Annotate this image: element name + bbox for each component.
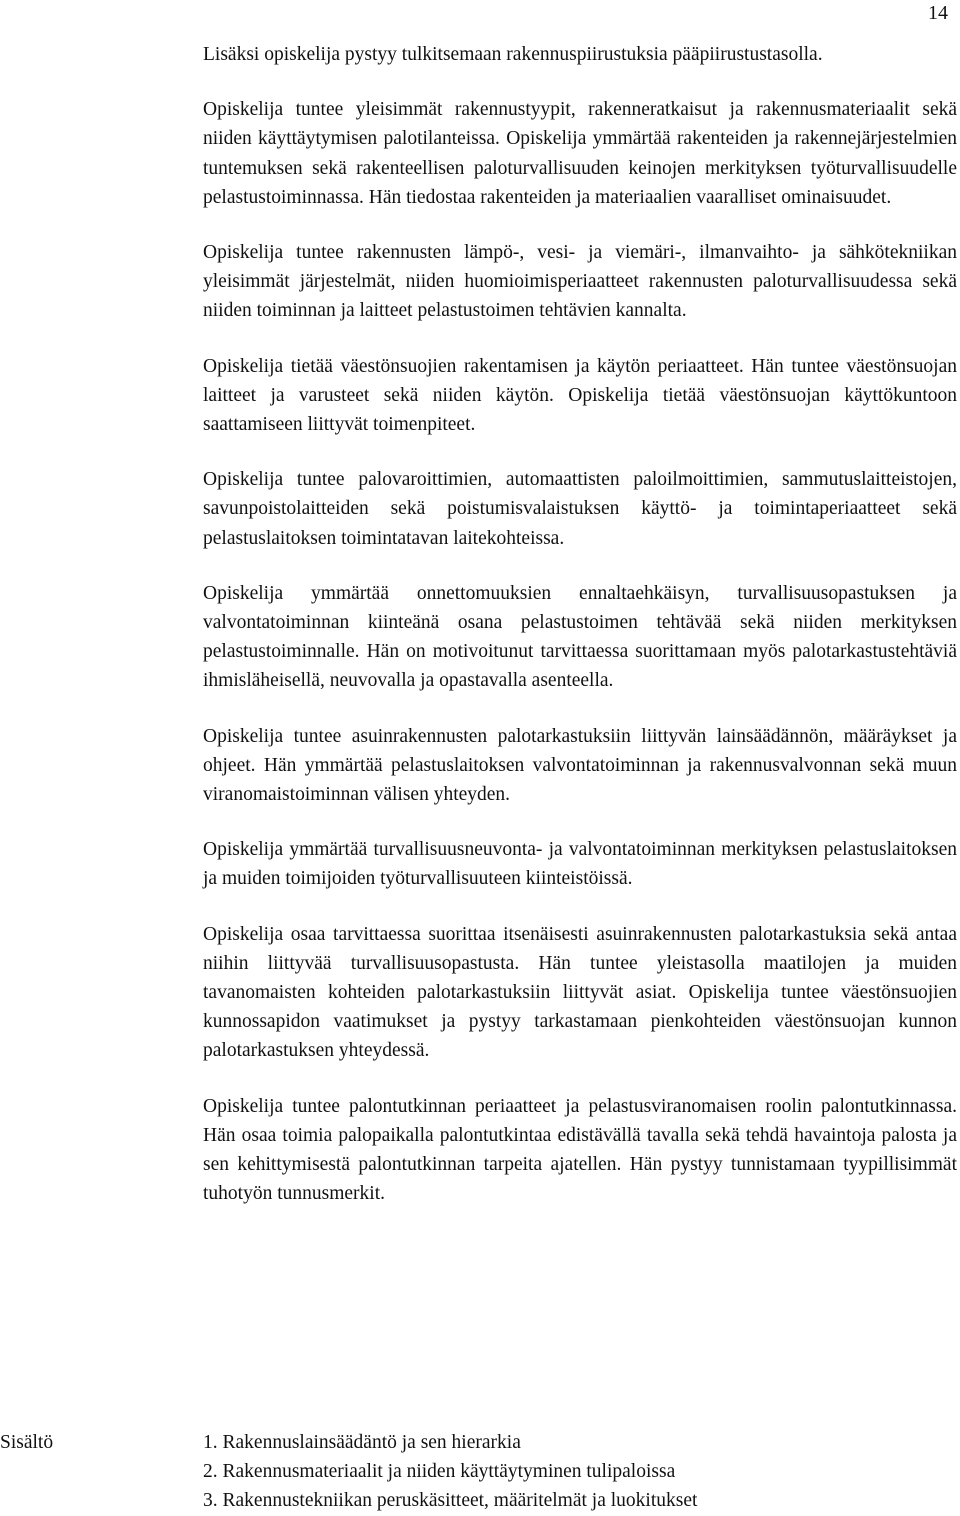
paragraph: Opiskelija tuntee yleisimmät rakennustyypit, rakenneratkaisut ja rakennusmateriaalit sekä niiden käyttäytymisen palotilanteissa. Opiskelija ymmärtää rakenteiden ja rakennejärjestelmien tuntemuksen sekä rakenteellisen paloturvallisuuden keinojen merkityksen työturvallisuudelle pelastustoiminnassa. Hän tiedostaa rakenteiden ja materiaalien vaaralliset ominaisuudet. <box>203 99 957 208</box>
paragraph: Opiskelija ymmärtää onnettomuuksien ennaltaehkäisyn, turvallisuusopastuksen ja valvontatoiminnan kiinteänä osana pelastustoimen tehtävää sekä niiden merkityksen pelastustoiminnalle. Hän on motivoitunut tarvittaessa suorittamaan myös palotarkastustehtäviä ihmisläheisellä, neuvovalla ja opastavalla asenteella. <box>203 582 957 692</box>
paragraph: Opiskelija tietää väestönsuojien rakentamisen ja käytön periaatteet. Hän tuntee väestönsuojan laitteet ja varusteet sekä niiden käytön. Opiskelija tietää väestönsuojan käyttökuntoon saattamiseen liittyvät toimenpiteet. <box>203 355 957 436</box>
contents-item: 3. Rakennustekniikan peruskäsitteet, määritelmät ja luokitukset <box>203 1490 698 1512</box>
paragraph: Opiskelija tuntee palovaroittimien, automaattisten paloilmoittimien, sammutuslaitteistojen, savunpoistolaitteiden sekä poistumisvalaistuksen käyttö- ja toimintaperiaatteet sekä pelastuslaitoksen toimintatavan laitekohteissa. <box>203 469 957 549</box>
paragraph: Opiskelija tuntee rakennusten lämpö-, vesi- ja viemäri-, ilmanvaihto- ja sähkötekniikan yleisimmät järjestelmät, niiden huomioimisperiaatteet rakennusten paloturvallisuudessa sekä niiden toiminnan ja laitteet pelastustoimen tehtävien kannalta. <box>203 242 957 322</box>
contents-label: Sisältö <box>0 1432 54 1453</box>
body-text <box>203 40 957 1235</box>
page-number: 14 <box>928 2 948 24</box>
paragraph: Lisäksi opiskelija pystyy tulkitsemaan rakennuspiirustuksia pääpiirustustasolla. <box>203 44 823 65</box>
paragraph: Opiskelija tuntee palontutkinnan periaatteet ja pelastusviranomaisen roolin palontutkinnassa. Hän osaa toimia palopaikalla palontutkintaa edistävällä tavalla sekä tehdä havaintoja palosta ja sen kehittymisestä palontutkinnan tarpeita ajatellen. Hän pystyy tunnistamaan tyypillisimmät tuhotyön tunnusmerkit. <box>203 1095 957 1205</box>
paragraph: Opiskelija osaa tarvittaessa suorittaa itsenäisesti asuinrakennusten palotarkastuksia sekä antaa niihin liittyvää turvallisuusopastusta. Hän tuntee yleistasolla maatilojen ja muiden tavanomaisten kohteiden palotarkastuksiin liittyvät asiat. Opiskelija tuntee väestönsuojien kunnossapidon vaatimukset ja pystyy tarkastamaan pienkohteiden väestönsuojan kunnon palotarkastuksen yhteydessä. <box>203 923 957 1062</box>
contents-item: 1. Rakennuslainsäädäntö ja sen hierarkia <box>203 1432 521 1453</box>
paragraph: Opiskelija tuntee asuinrakennusten palotarkastuksiin liittyvän lainsäädännön, määräykset ja ohjeet. Hän ymmärtää pelastuslaitoksen valvontatoiminnan ja rakennusvalvonnan sekä muun viranomaistoiminnan välisen yhteyden. <box>203 725 957 806</box>
contents-list <box>203 1428 697 1516</box>
contents-item: 2. Rakennusmateriaalit ja niiden käyttäytyminen tulipaloissa <box>203 1461 676 1483</box>
paragraph: Opiskelija ymmärtää turvallisuusneuvonta- ja valvontatoiminnan merkityksen pelastuslaitoksen ja muiden toimijoiden työturvallisuuteen kiinteistöissä. <box>203 839 957 890</box>
